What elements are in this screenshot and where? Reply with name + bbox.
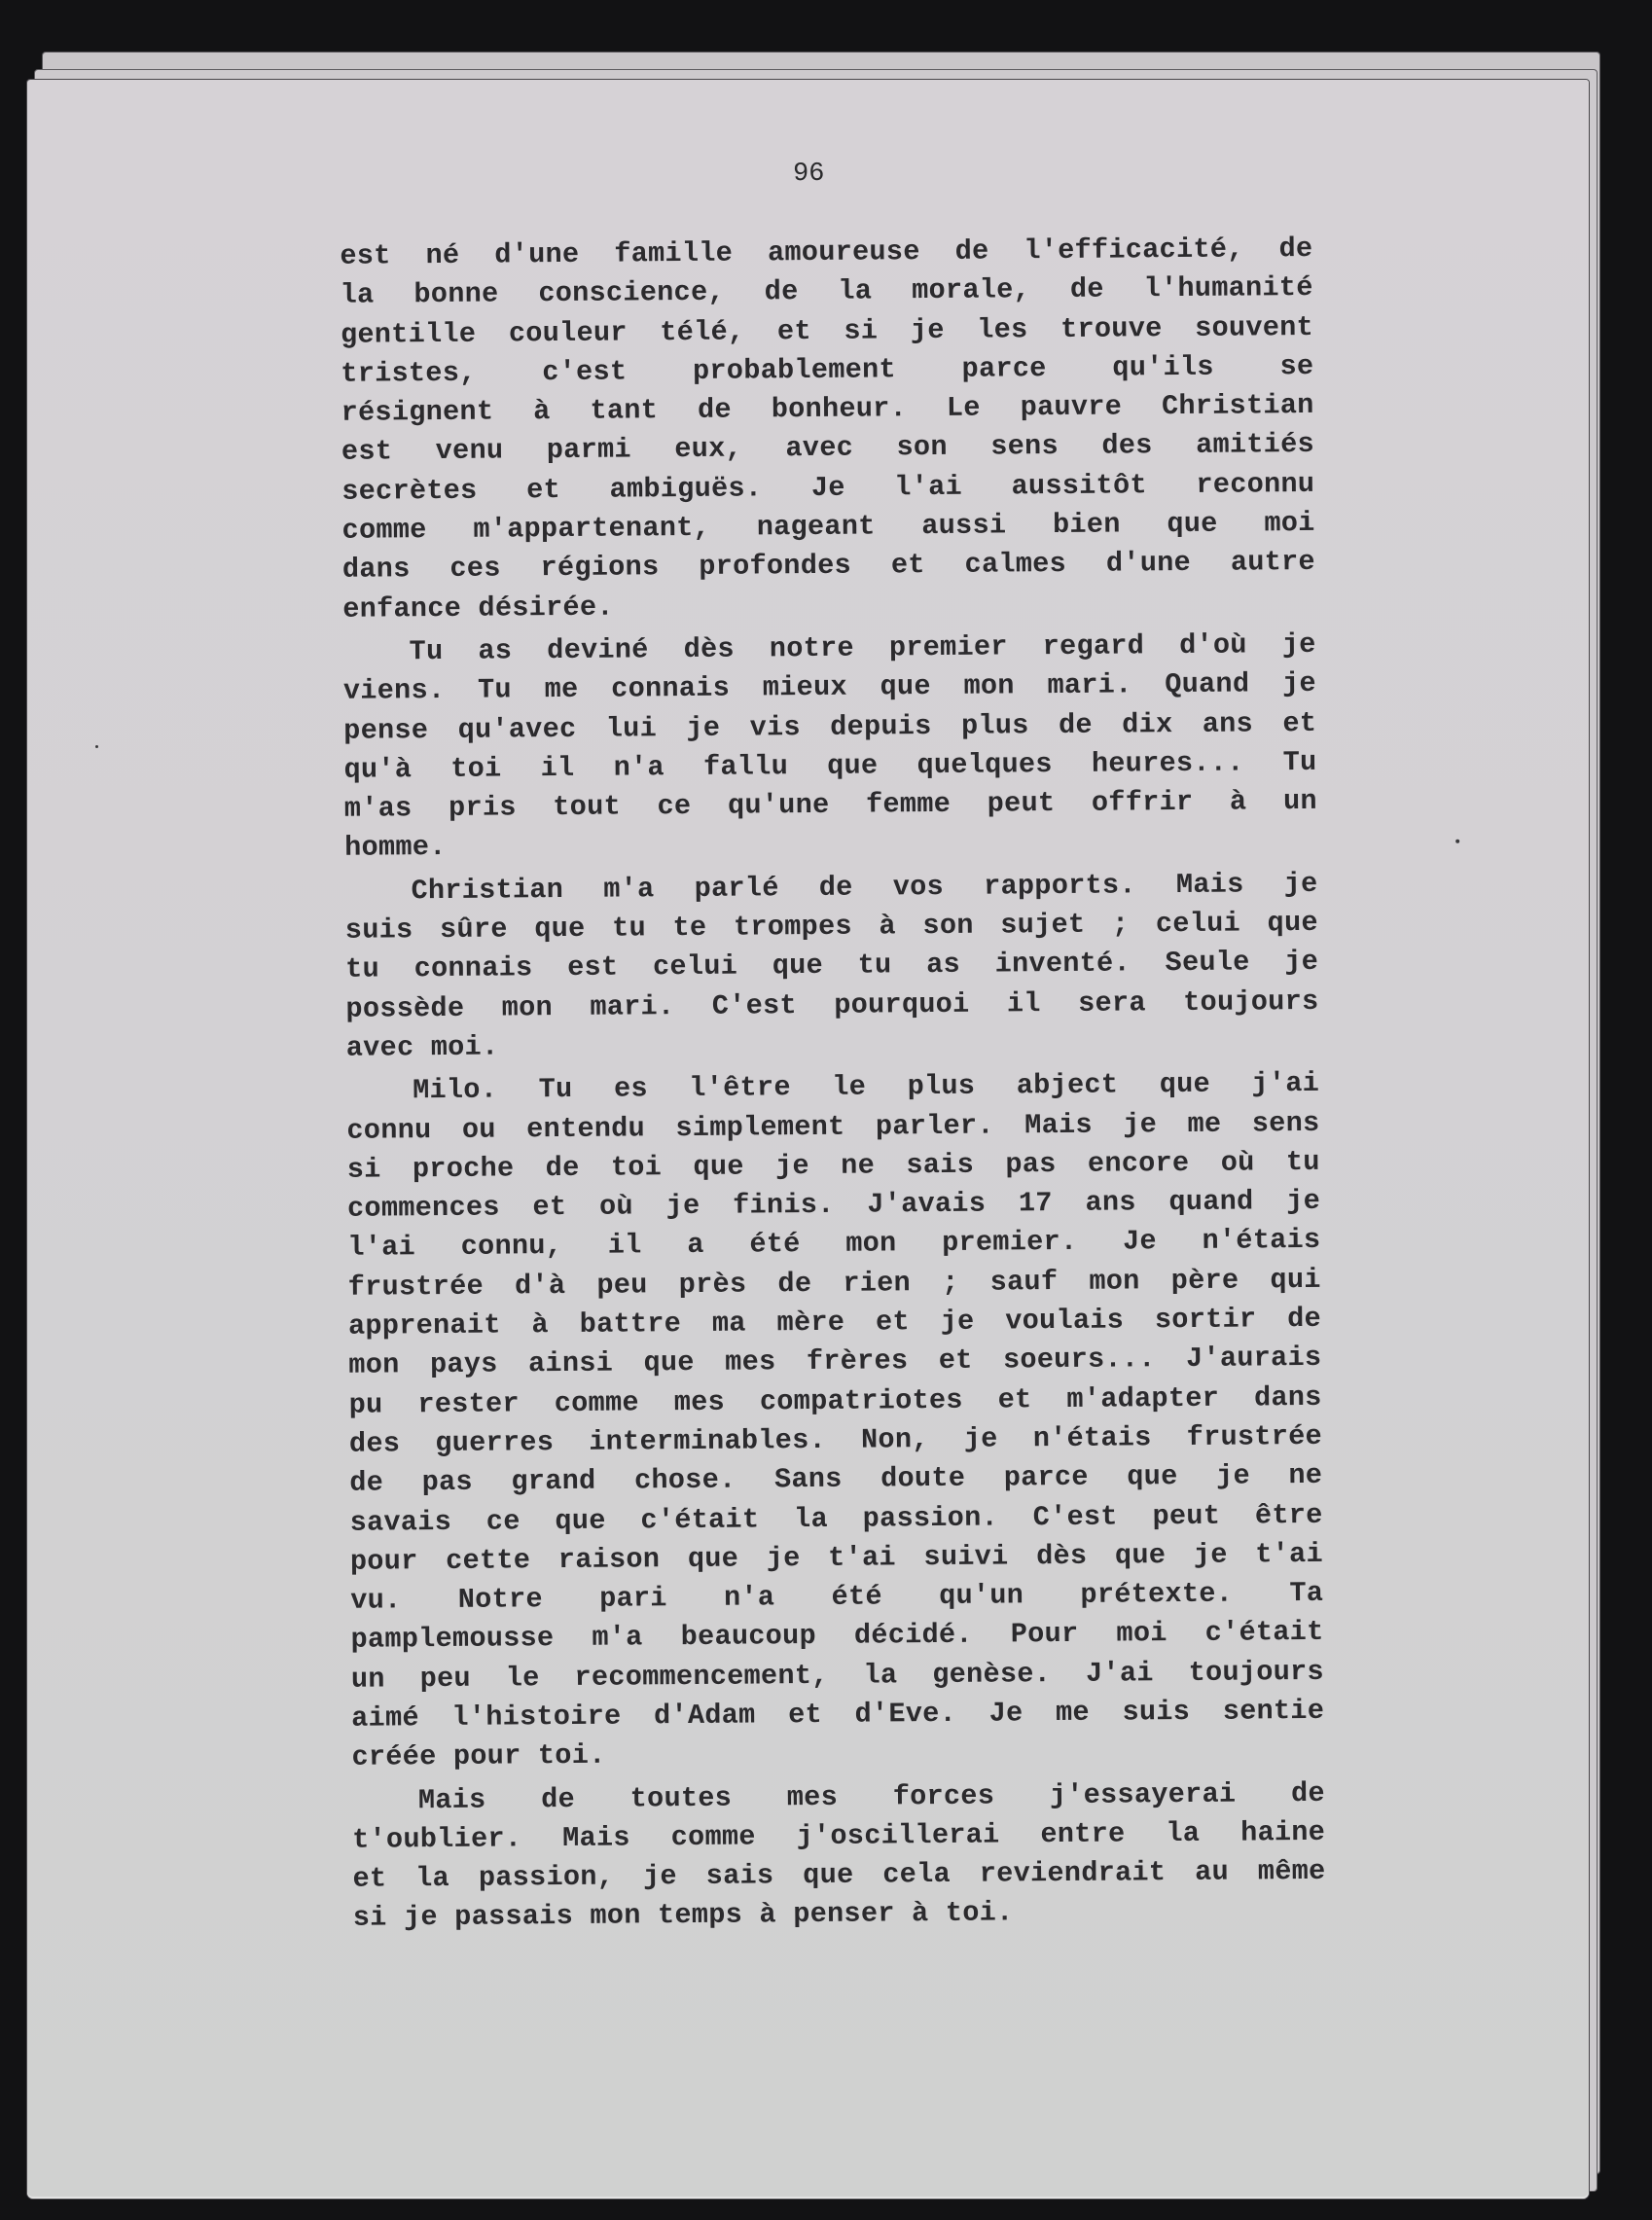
paragraph — [342, 626, 1317, 869]
text-line: pour cette raison que je t'ai suivi dès que je t'ai — [349, 1537, 1324, 1578]
text-line: Mais de toutes mes forces j'essayerai de — [417, 1776, 1325, 1816]
text-line: dans ces régions profondes et calmes d'une autre — [341, 546, 1316, 587]
paper-speck — [1455, 840, 1459, 843]
text-line: mon pays ainsi que mes frères et soeurs... J'aurais — [348, 1342, 1322, 1382]
paragraph — [346, 1064, 1325, 1777]
text-line: l'ai connu, il a été mon premier. Je n'étais — [347, 1224, 1321, 1265]
text-line: t'oublier. Mais comme j'oscillerai entre la haine — [352, 1815, 1326, 1856]
text-line: si proche de toi que je ne sais pas encore où tu — [346, 1145, 1320, 1186]
text-line: est venu parmi eux, avec son sens des amitiés — [341, 428, 1315, 469]
text-line: est né d'une famille amoureuse de l'efficacité, de — [340, 232, 1313, 272]
text-line: enfance désirée. — [342, 591, 614, 626]
text-line: un peu le recommencement, la genèse. J'ai toujours — [350, 1655, 1324, 1696]
text-line: secrètes et ambiguës. Je l'ai aussitôt reconnu — [341, 467, 1315, 508]
text-line: si je passais mon temps à penser à toi. — [352, 1896, 1014, 1935]
text-line: Christian m'a parlé de vos rapports. Mais je — [411, 867, 1318, 907]
text-line: créée pour toi. — [351, 1738, 606, 1774]
text-line: tu connais est celui que tu as inventé. Seule je — [345, 946, 1319, 986]
text-line: pamplemousse m'a beaucoup décidé. Pour moi c'était — [350, 1616, 1324, 1657]
paper-speck — [95, 745, 98, 748]
page-content — [27, 74, 1605, 2205]
text-line: pu rester comme mes compatriotes et m'adapter dans — [348, 1380, 1322, 1421]
text-line: et la passion, je sais que cela reviendrait au même — [352, 1855, 1326, 1895]
text-line: vu. Notre pari n'a été qu'un prétexte. Ta — [350, 1576, 1324, 1617]
text-line: gentille couleur télé, et si je les trouve souvent — [340, 310, 1314, 351]
text-line: des guerres interminables. Non, je n'étais frustrée — [348, 1419, 1323, 1460]
text-line: apprenait à battre ma mère et je voulais sortir de — [347, 1302, 1322, 1343]
text-line: aimé l'histoire d'Adam et d'Eve. Je me suis sentie — [351, 1694, 1325, 1735]
text-line: avec moi. — [345, 1030, 499, 1064]
text-line: qu'à toi il n'a fallu que quelques heures... Tu — [343, 745, 1317, 786]
text-line: Milo. Tu es l'être le plus abject que j'ai — [413, 1067, 1320, 1107]
page-number: 96 — [792, 159, 825, 190]
paragraph — [352, 1773, 1326, 1938]
text-line: comme m'appartenant, nageant aussi bien que moi — [341, 507, 1315, 547]
text-line: résignent à tant de bonheur. Le pauvre Christian — [341, 389, 1314, 429]
text-line: frustrée d'à peu près de rien ; sauf mon père qui — [347, 1263, 1321, 1304]
document-page — [27, 80, 1589, 2199]
paragraph — [340, 230, 1315, 629]
text-line: suis sûre que tu te trompes à son sujet ; celui que — [344, 906, 1318, 947]
text-line: commences et où je finis. J'avais 17 ans quand je — [346, 1185, 1321, 1225]
text-line: tristes, c'est probablement parce qu'ils se — [341, 349, 1314, 390]
text-line: m'as pris tout ce qu'une femme peut offrir à un — [343, 785, 1317, 825]
text-line: pense qu'avec lui je vis depuis plus de dix ans et — [343, 706, 1317, 747]
text-line: de pas grand chose. Sans doute parce que je ne — [349, 1459, 1323, 1499]
paragraph — [344, 865, 1319, 1068]
text-line: connu ou entendu simplement parler. Mais je me sens — [346, 1106, 1320, 1147]
text-line: Tu as deviné dès notre premier regard d'où je — [409, 627, 1316, 668]
body-text — [340, 230, 1326, 1939]
text-line: possède mon mari. C'est pourquoi il sera toujours — [345, 985, 1319, 1025]
text-line: viens. Tu me connais mieux que mon mari. Quand je — [342, 667, 1317, 708]
text-line: homme. — [344, 831, 447, 865]
text-line: savais ce que c'était la passion. C'est peut être — [349, 1498, 1323, 1539]
text-line: la bonne conscience, de la morale, de l'humanité — [340, 271, 1313, 312]
